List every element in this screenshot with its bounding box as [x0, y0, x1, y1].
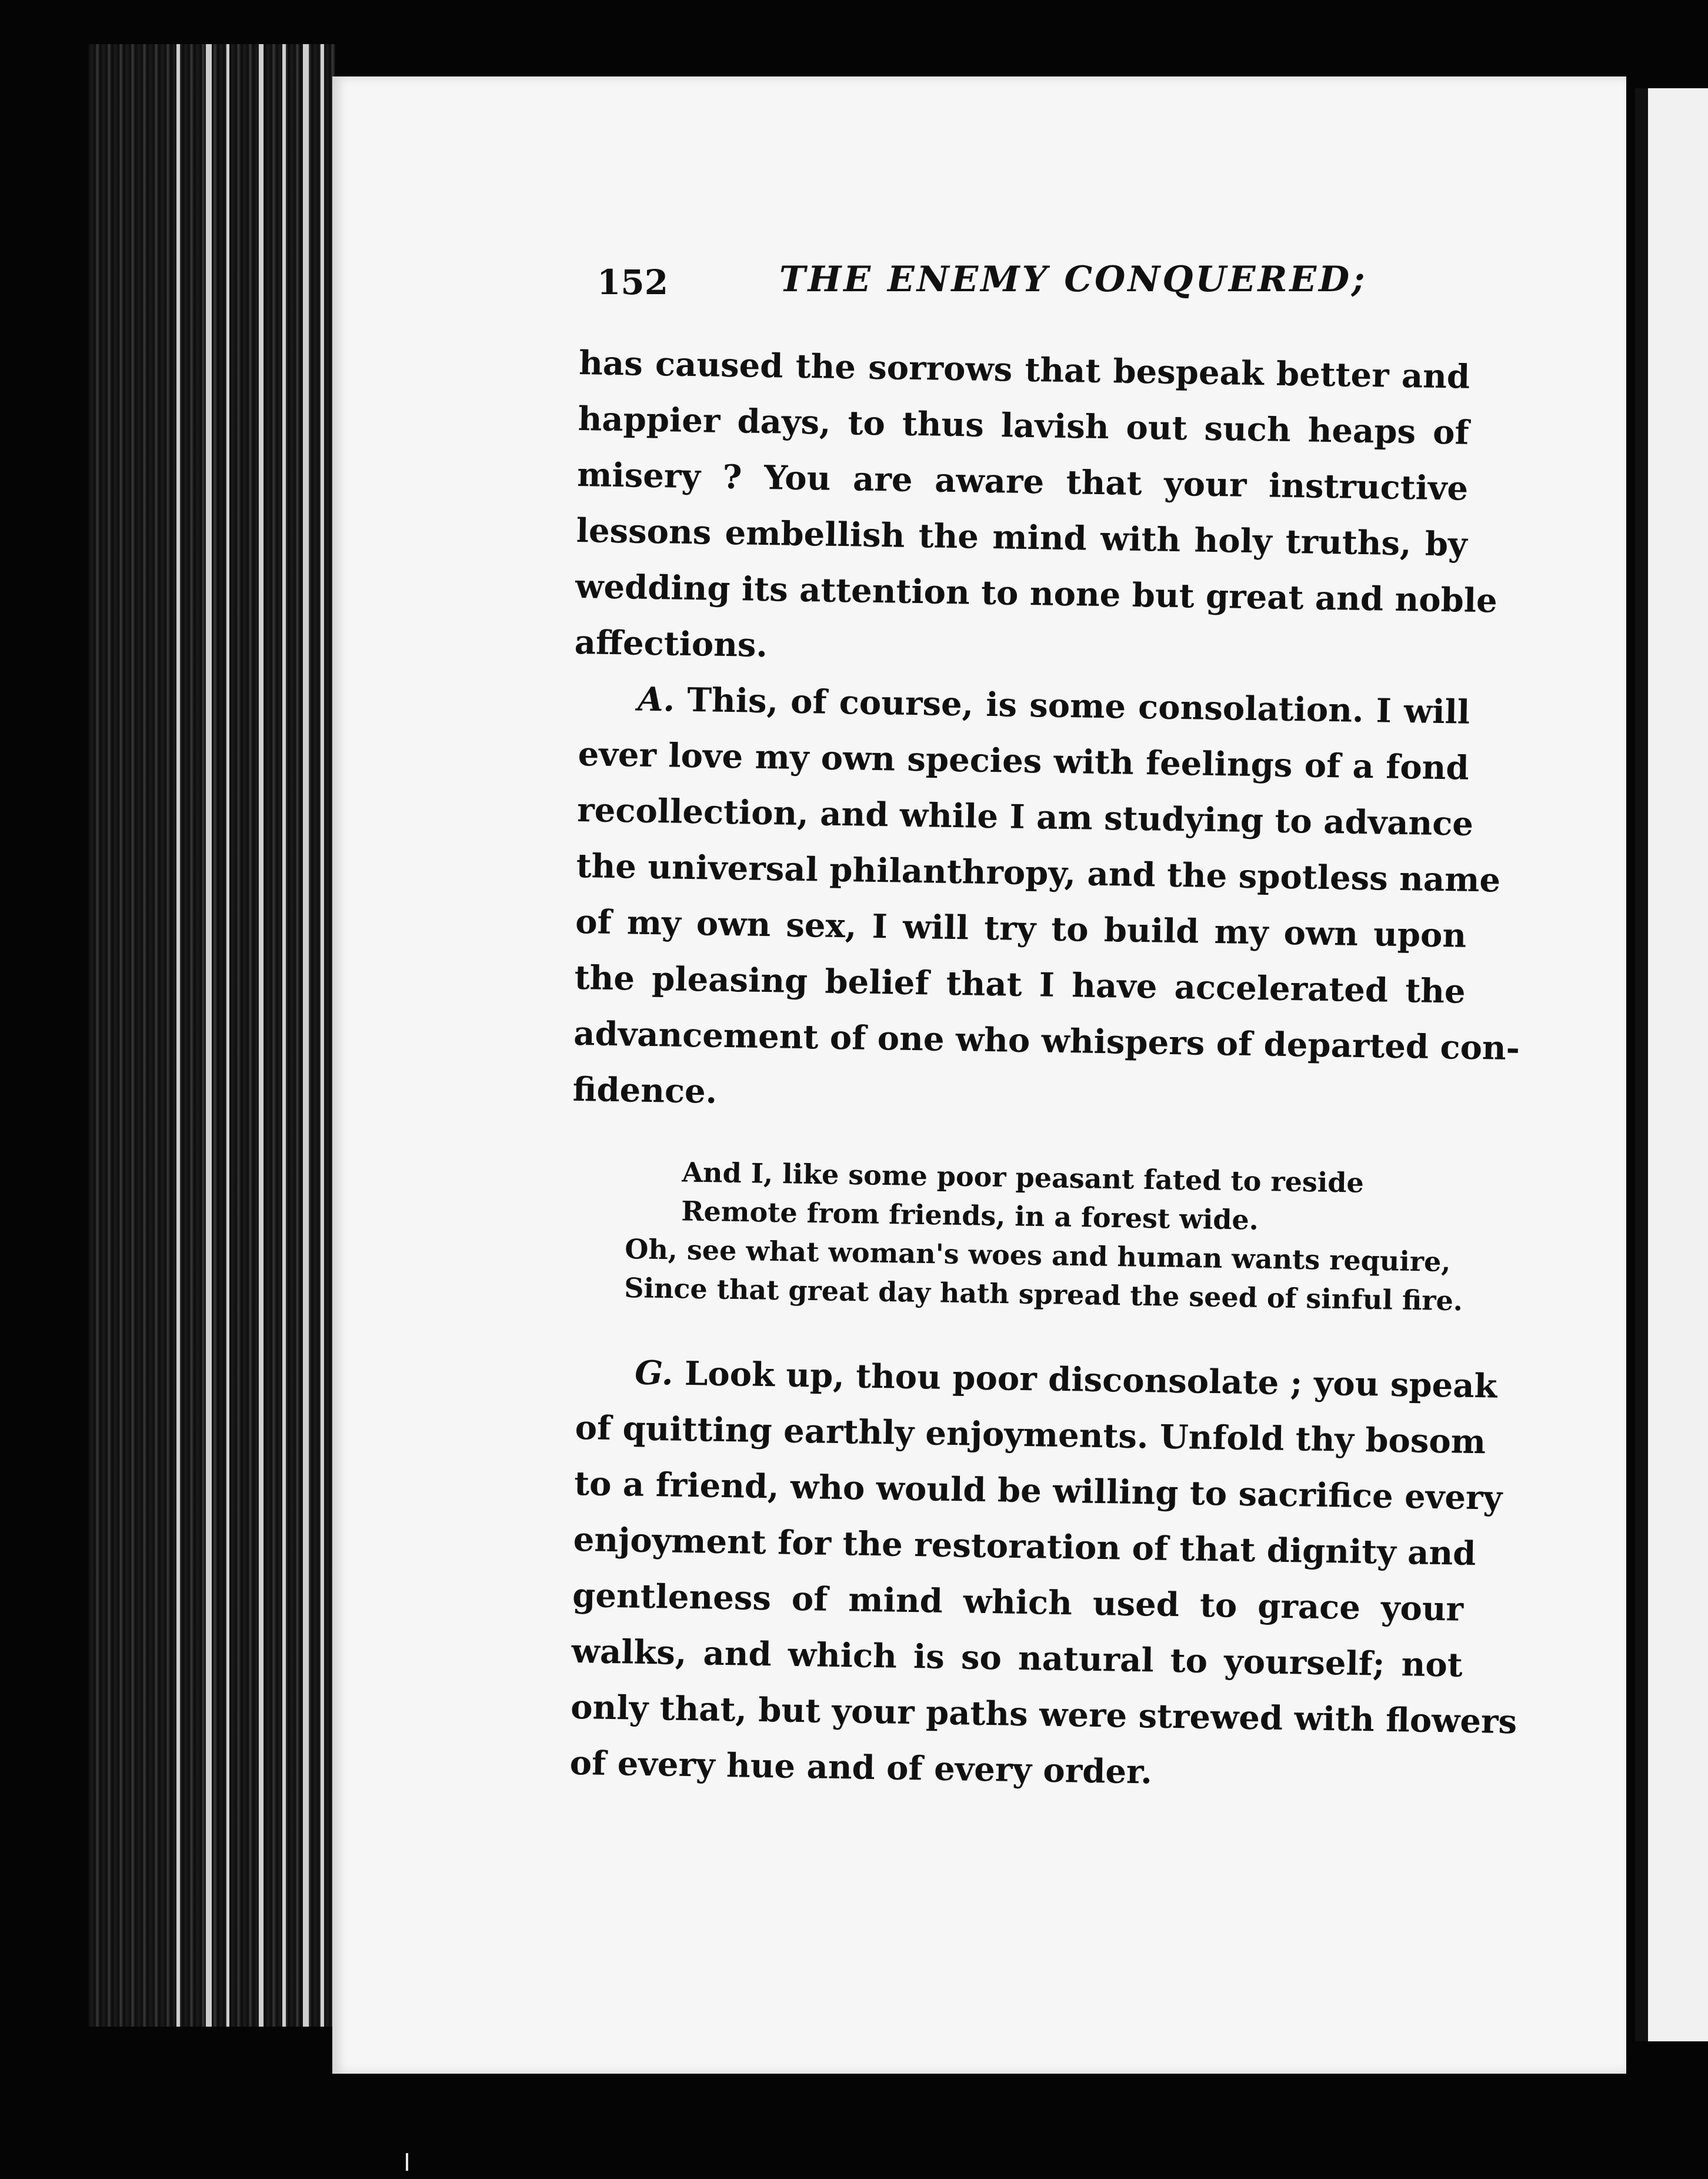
speaker-label: G.	[634, 1353, 674, 1393]
text-line: has caused the sorrows that bespeak better and	[578, 343, 1470, 397]
scan-artifact	[406, 2153, 408, 2171]
text-line: happier days, to thus lavish out such heaps of	[578, 399, 1470, 452]
text-line: of every hue and of every order.	[569, 1743, 1153, 1792]
page-edge-line	[303, 44, 309, 2027]
text-line: walks, and which is so natural to yourself; not	[571, 1631, 1463, 1685]
page-edge-line	[176, 44, 180, 2027]
verse-line: Since that great day hath spread the seed of sinful fire.	[623, 1271, 1463, 1317]
verse-line: And I, like some poor peasant fated to reside	[682, 1156, 1365, 1199]
text-line: ever love my own species with feelings of a fond	[578, 734, 1470, 788]
book-page-edges	[88, 44, 335, 2027]
paragraph-2	[572, 671, 1520, 1132]
page-number: 152	[597, 262, 669, 302]
text-line: to a friend, who would be willing to sacrifice every	[573, 1464, 1503, 1518]
text-line: enjoyment for the restoration of that dignity and	[573, 1520, 1476, 1574]
text-line: advancement of one who whispers of departed con-	[573, 1014, 1520, 1068]
running-title: THE ENEMY CONQUERED;	[779, 259, 1367, 300]
text-line-content: This, of course, is some consolation. I will	[686, 680, 1470, 732]
page-edge-line	[226, 44, 229, 2027]
text-line: lessons embellish the mind with holy truths, by	[576, 511, 1468, 564]
text-line: wedding its attention to none but great and noble	[575, 567, 1498, 621]
verse-line: Oh, see what woman's woes and human wants require,	[624, 1232, 1451, 1278]
text-line: only that, but your paths were strewed with flowers	[570, 1687, 1517, 1742]
facing-page-edge	[1635, 88, 1708, 2041]
page-edge-line	[321, 44, 324, 2027]
text-line-content: Look up, thou poor disconsolate ; you speak	[684, 1354, 1497, 1406]
text-line: gentleness of mind which used to grace your	[572, 1575, 1464, 1629]
page-edge-line	[259, 44, 263, 2027]
speaker-label: A.	[637, 679, 675, 719]
verse-quotation	[623, 1152, 1463, 1320]
text-line: recollection, and while I am studying to advance	[576, 790, 1474, 844]
page-edge-line	[282, 44, 286, 2027]
paragraph-1	[574, 335, 1498, 685]
text-line: the pleasing belief that I have accelerated the	[574, 958, 1466, 1011]
bottom-background	[332, 2074, 1703, 2179]
page-edge-line	[206, 44, 212, 2027]
text-line: misery ? You are aware that your instructive	[576, 455, 1469, 508]
running-head	[597, 259, 1450, 306]
text-line: fidence.	[572, 1069, 718, 1111]
text-line: affections.	[574, 622, 768, 665]
text-line: of quitting earthly enjoyments. Unfold thy bosom	[575, 1408, 1486, 1462]
paragraph-3	[569, 1344, 1517, 1805]
text-line: of my own sex, I will try to build my own upon	[575, 902, 1467, 955]
verse-line: Remote from friends, in a forest wide.	[681, 1195, 1259, 1236]
text-line: the universal philanthropy, and the spotless name	[576, 846, 1501, 900]
